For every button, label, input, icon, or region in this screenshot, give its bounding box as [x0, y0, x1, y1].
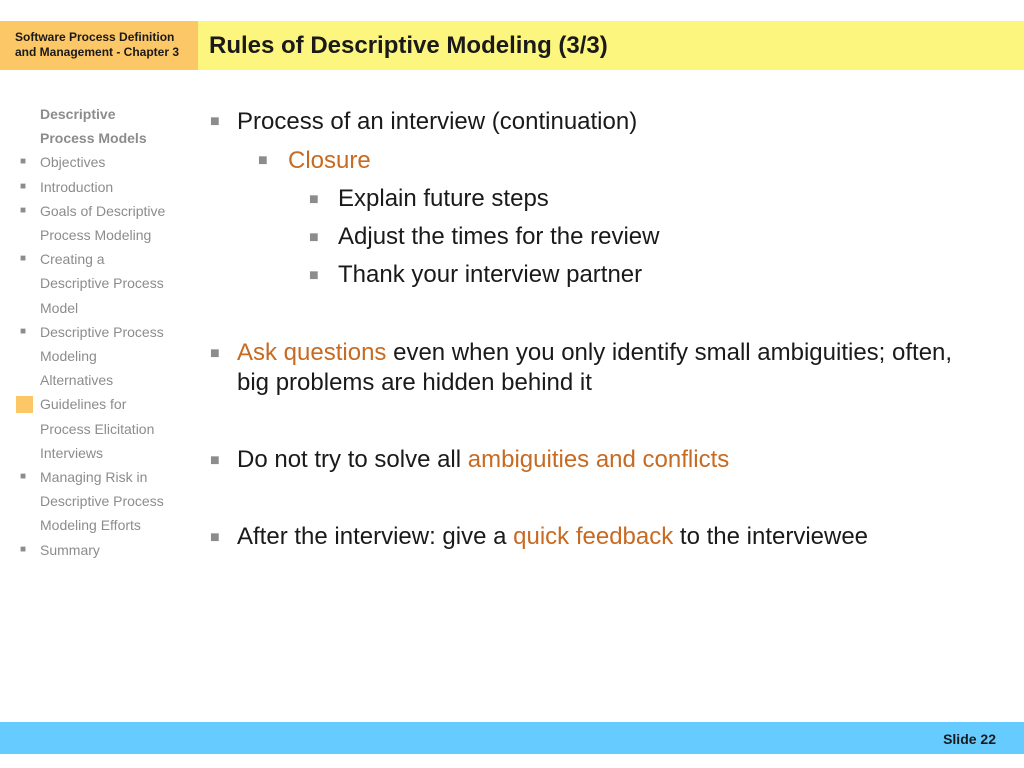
sidebar-item-label[interactable]: Summary — [40, 541, 100, 558]
point-after-interview-pre: After the interview: give a — [237, 523, 514, 550]
sidebar-item-label[interactable]: Interviews — [40, 444, 104, 461]
sidebar-item-label[interactable]: Modeling — [40, 348, 97, 364]
point-after-interview — [237, 522, 868, 552]
point-after-interview-post: to the interviewee — [673, 523, 869, 550]
title-bar — [198, 21, 1024, 70]
point-ask-questions — [237, 338, 967, 398]
sidebar-item-label[interactable]: Process Elicitation — [40, 420, 155, 437]
sidebar-item-label[interactable]: Goals of Descriptive — [40, 202, 166, 219]
sidebar-bullet-icon: ■ — [20, 156, 27, 168]
course-label-line2: and Management - Chapter 3 — [15, 45, 180, 59]
sidebar-item-label[interactable]: Alternatives — [40, 372, 114, 389]
sidebar-item-label[interactable]: Modeling Efforts — [40, 517, 141, 534]
bullet-icon: ■ — [210, 113, 220, 130]
highlight-quick-feedback: quick feedback — [513, 523, 674, 550]
sidebar-bullet-icon: ■ — [20, 471, 27, 482]
footer-bar — [0, 722, 1024, 754]
sidebar-item-label[interactable]: Guidelines for — [40, 396, 127, 413]
subsubpoint-thank-partner: Thank your interview partner — [338, 261, 643, 288]
sidebar-item-label[interactable]: Descriptive Process — [40, 275, 164, 292]
subsubpoint-explain-steps: Explain future steps — [338, 185, 549, 212]
bullet-icon: ■ — [309, 191, 319, 208]
subpoint-closure: Closure — [288, 147, 371, 174]
bullet-icon: ■ — [210, 452, 220, 469]
bullet-icon: ■ — [258, 152, 268, 169]
sidebar-item-label[interactable]: Descriptive Process — [40, 493, 164, 510]
sidebar-item-label[interactable]: Descriptive Process — [40, 323, 164, 340]
highlight-ambiguities: ambiguities and conflicts — [467, 446, 730, 473]
subsubpoint-adjust-times: Adjust the times for the review — [338, 223, 660, 250]
slide-number: Slide 22 — [943, 731, 996, 747]
sidebar-heading-line1: Descriptive — [40, 106, 116, 122]
current-section-marker — [16, 396, 33, 413]
highlight-ask-questions: Ask questions — [237, 339, 387, 366]
sidebar-bullet-icon: ■ — [20, 180, 27, 192]
sidebar-item-label[interactable]: Process Modeling — [40, 227, 152, 243]
bullet-icon: ■ — [309, 267, 319, 284]
course-label-line1: Software Process Definition — [15, 30, 175, 44]
point-do-not-solve-text: Do not try to solve all — [237, 446, 468, 473]
point-do-not-solve — [237, 445, 729, 475]
sidebar-item-label[interactable]: Model — [40, 299, 79, 316]
sidebar-bullet-icon: ■ — [20, 253, 27, 265]
sidebar-bullet-icon: ■ — [20, 543, 27, 555]
sidebar-bullet-icon: ■ — [20, 325, 27, 337]
sidebar-heading-line2: Process Models — [40, 130, 147, 146]
sidebar-bullet-icon: ■ — [20, 204, 27, 216]
course-label — [0, 21, 198, 70]
sidebar-item-label[interactable]: Creating a — [40, 251, 105, 268]
bullet-icon: ■ — [210, 529, 220, 546]
point-ask-questions-text: even when you only identify small ambiguities; often, big problems are hidden behind it — [237, 339, 953, 396]
sidebar-item-label[interactable]: Objectives — [40, 154, 106, 171]
point-process-interview: Process of an interview (continuation) — [237, 108, 638, 135]
slide-title: Rules of Descriptive Modeling (3/3) — [209, 32, 608, 59]
bullet-icon: ■ — [309, 229, 319, 246]
sidebar-item-label[interactable]: Introduction — [40, 178, 114, 195]
sidebar-item-label[interactable]: Managing Risk in — [40, 469, 148, 485]
bullet-icon: ■ — [210, 345, 220, 362]
